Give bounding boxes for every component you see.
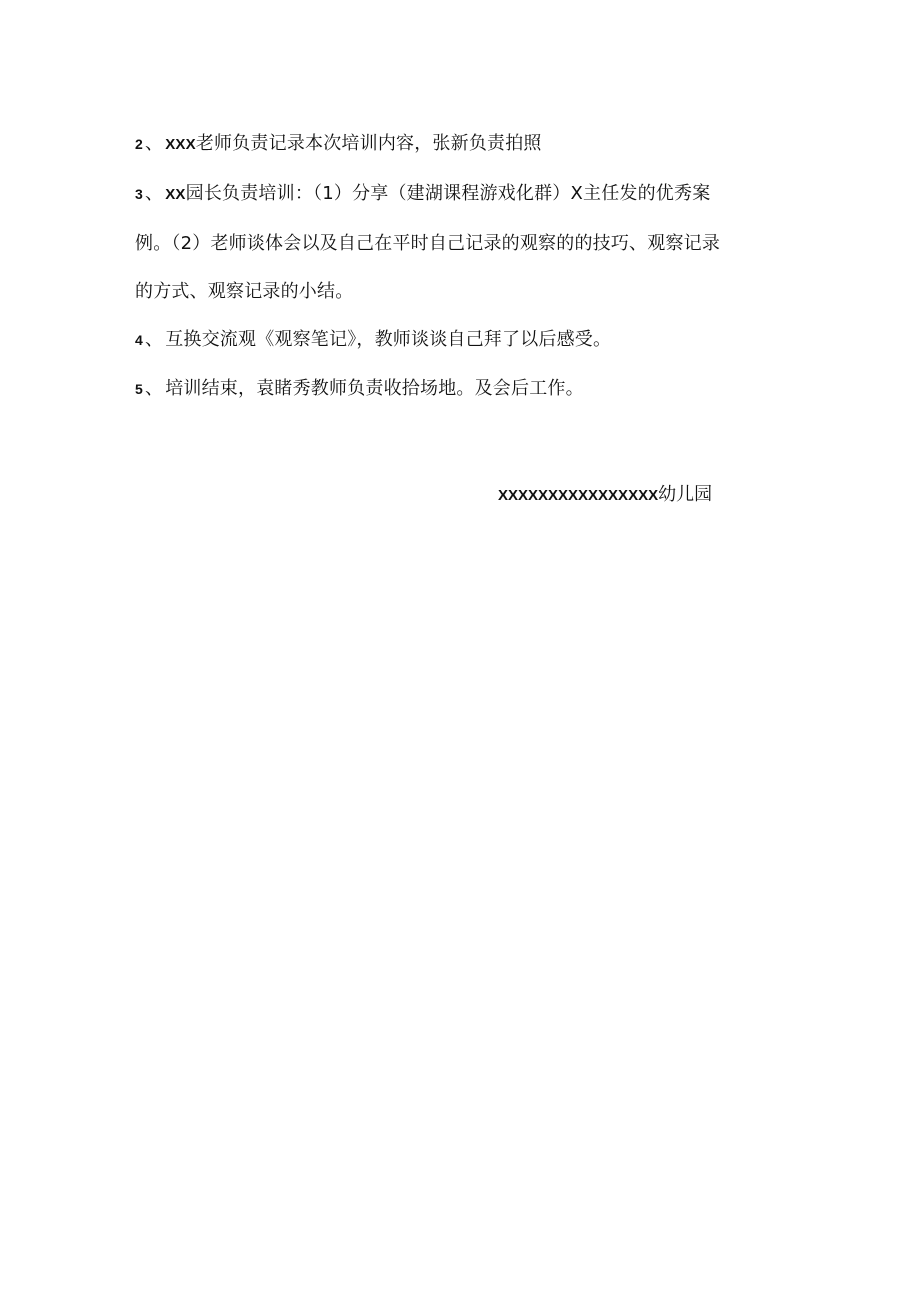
list-item-2 [135, 132, 542, 157]
item-number: 2 [135, 136, 143, 152]
signature-placeholder: XXXXXXXXXXXXXXXX [498, 487, 659, 504]
item-placeholder-name: XX [165, 186, 186, 203]
signature-kindergarten [498, 483, 712, 508]
item-separator: 、 [145, 378, 164, 399]
item-text: 的方式、观察记录的小结。 [135, 281, 354, 302]
signature-text: 幼儿园 [658, 484, 713, 505]
item-separator: 、 [145, 183, 164, 204]
item-text: 老师负责记录本次培训内容，张新负责拍照 [195, 133, 542, 154]
item-number: 4 [135, 332, 143, 348]
item-text: 园长负责培训：（1）分享（建湖课程游戏化群）X主任发的优秀案 [185, 183, 711, 204]
item-text: 互换交流观《观察笔记》，教师谈谈自己拜了以后感受。 [165, 329, 612, 350]
item-placeholder-name: XXX [165, 136, 196, 153]
item-text: 例。（2）老师谈体会以及自己在平时自己记录的观察的的技巧、观察记录 [135, 233, 721, 254]
list-item-3-continued-1 [135, 232, 720, 256]
list-item-3-continued-2 [135, 280, 353, 304]
list-item-5 [135, 377, 584, 401]
item-separator: 、 [145, 329, 164, 350]
item-separator: 、 [145, 133, 164, 154]
list-item-4 [135, 328, 611, 352]
list-item-3 [135, 182, 710, 207]
item-number: 5 [135, 381, 143, 397]
item-number: 3 [135, 186, 143, 202]
item-text: 培训结束，袁睹秀教师负责收拾场地。及会后工作。 [165, 378, 584, 399]
